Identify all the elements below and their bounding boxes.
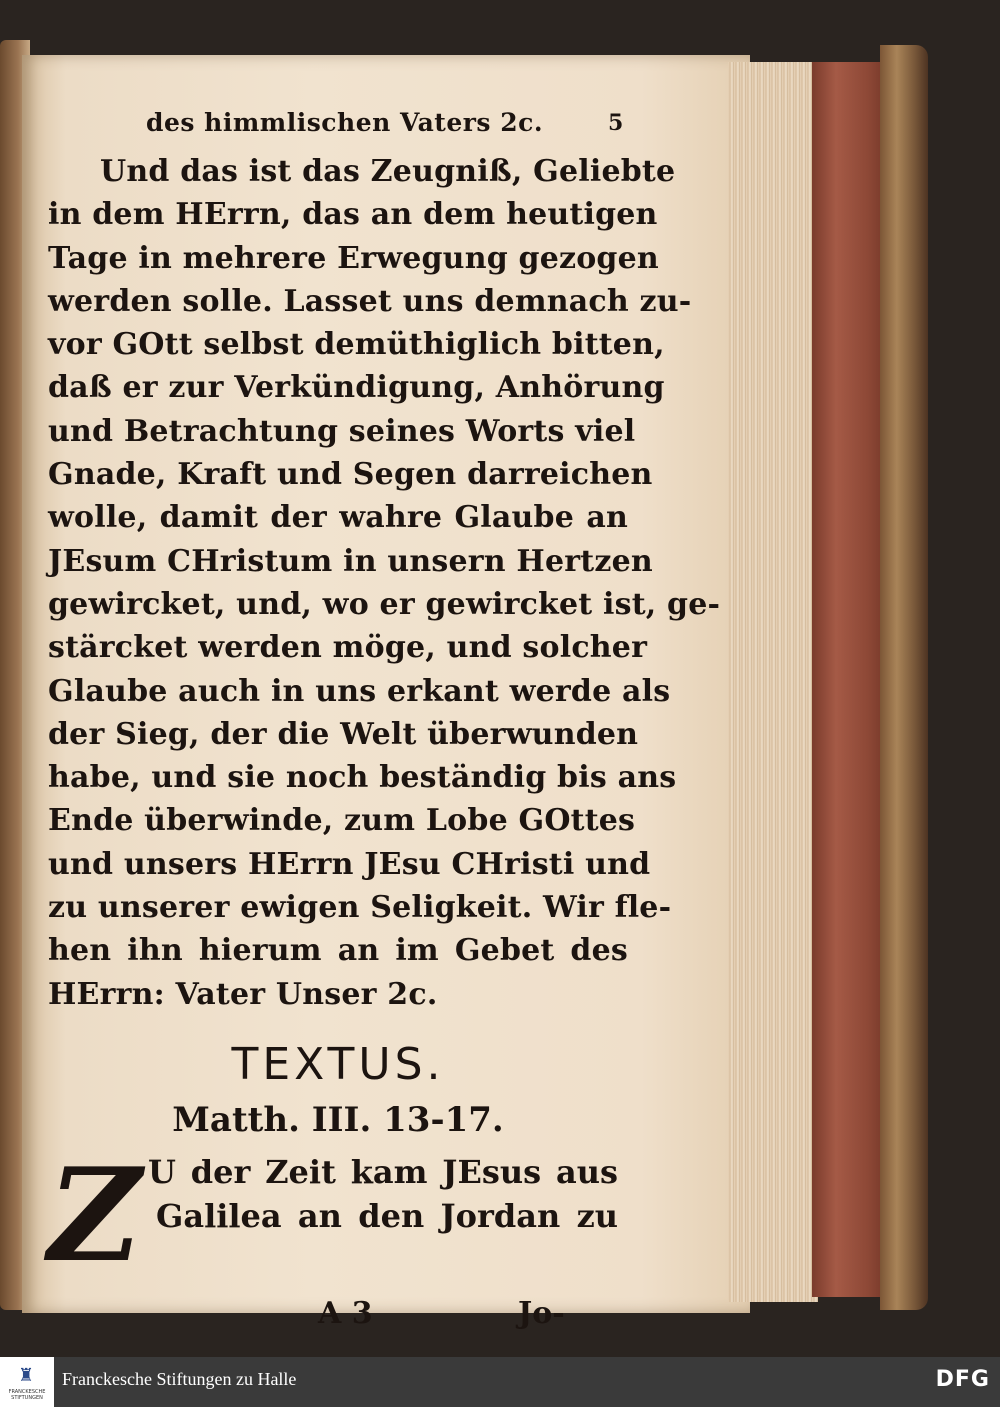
body-line: zu unserer ewigen Seligkeit. Wir fle- (48, 890, 672, 926)
body-line: wolle, damit der wahre Glaube an (48, 500, 628, 536)
page-edges (728, 62, 818, 1302)
signature-mark: A 3 (318, 1295, 373, 1331)
body-line: Glaube auch in uns erkant werde als (48, 673, 671, 709)
body-line: und Betrachtung seines Worts viel (48, 413, 636, 449)
body-line: JEsum CHristum in unsern Hertzen (48, 543, 653, 579)
body-line: in dem HErrn, das an dem heutigen (48, 197, 658, 233)
scripture-text (48, 1140, 628, 1296)
logo-icon: ♜ (18, 1365, 35, 1386)
page-number: 5 (608, 110, 624, 136)
page-text (48, 100, 721, 1344)
body-line: werden solle. Lasset uns demnach zu- (48, 283, 692, 319)
body-line: stärcket werden möge, und solcher (48, 630, 648, 666)
page-footer (48, 1296, 628, 1344)
body-line: Und das ist das Zeugniß, Geliebte (100, 154, 676, 189)
body-line: daß er zur Verkündigung, Anhörung (48, 370, 665, 406)
scripture-line: U der Zeit kam JEsus aus (148, 1152, 618, 1191)
dfg-logo[interactable]: DFG (935, 1367, 990, 1392)
institution-logo[interactable] (0, 1357, 54, 1407)
institution-link[interactable]: Franckesche Stiftungen zu Halle (62, 1369, 297, 1389)
body-line: Gnade, Kraft und Segen darreichen (48, 457, 653, 493)
body-line: Tage in mehrere Erwegung gezogen (48, 240, 659, 276)
body-line: der Sieg, der die Welt überwunden (48, 716, 639, 752)
body-line: vor GOtt selbst demüthiglich bitten, (48, 327, 665, 363)
body-line: hen ihn hierum an im Gebet des (48, 933, 628, 969)
page-header (48, 100, 628, 150)
section-heading: TEXTUS. (231, 1038, 445, 1090)
viewer-footer-bar (0, 1357, 1000, 1407)
decorated-initial: Z (48, 1140, 142, 1291)
book-binding (880, 45, 928, 1310)
logo-text: FRANCKESCHE STIFTUNGEN (8, 1389, 46, 1401)
body-line: habe, und sie noch beständig bis ans (48, 760, 677, 796)
scripture-line: Galilea an den Jordan zu (156, 1196, 618, 1235)
scripture-reference: Matth. III. 13-17. (172, 1099, 504, 1140)
body-line: Ende überwinde, zum Lobe GOttes (48, 803, 636, 839)
running-head: des himmlischen Vaters 2c. (146, 108, 544, 137)
body-line: gewircket, und, wo er gewircket ist, ge- (48, 586, 721, 622)
catchword: Jo- (518, 1295, 565, 1331)
body-line: HErrn: Vater Unser 2c. (48, 976, 438, 1012)
body-line: und unsers HErrn JEsu CHristi und (48, 846, 651, 882)
